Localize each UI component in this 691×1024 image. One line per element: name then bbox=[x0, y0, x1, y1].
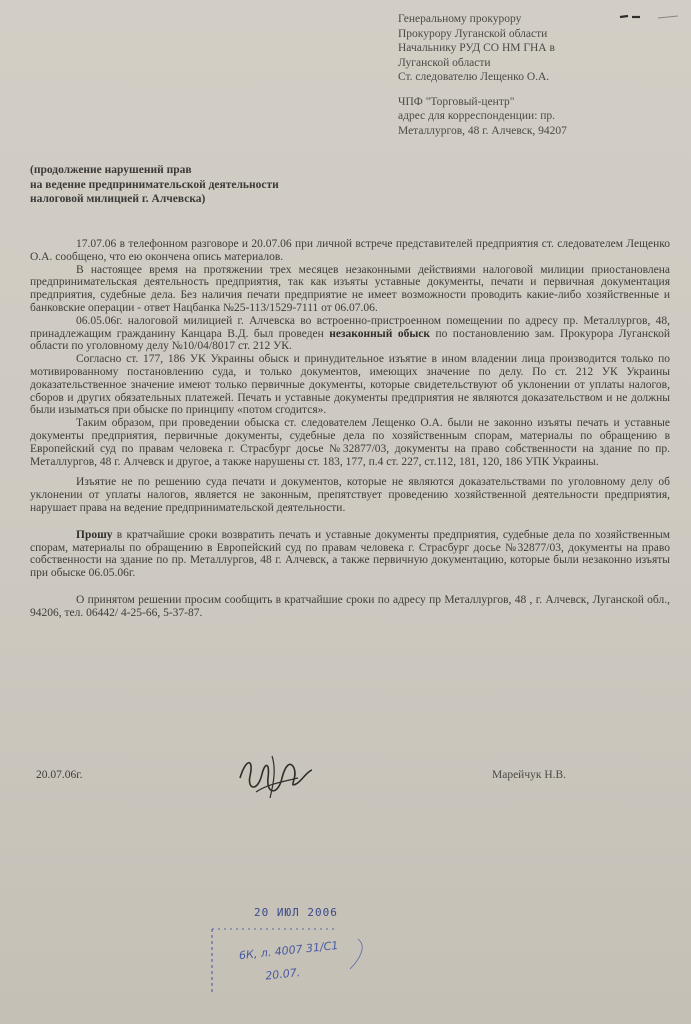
paragraph-text: в кратчайшие сроки возвратить печать и уставные документы предприятия, судебные дела по хозяйственным спорам, материалы по обращению в Европейский суд по правам человека г. Страсбург досье №32877/03, документы на право собственности на здание по пр. Металлургов, 48 г. Алчевск, а также первичную документацию, которые были незаконно изъяты при обыске 06.05.06г. bbox=[30, 528, 670, 580]
stamp-date: 20 ИЮЛ 2006 bbox=[254, 906, 338, 919]
addressee-line: Генеральному прокурору bbox=[398, 13, 522, 25]
addressee-block bbox=[398, 12, 683, 138]
sender-line: Металлургов, 48 г. Алчевск, 94207 bbox=[398, 124, 567, 137]
request-paragraph bbox=[30, 529, 670, 580]
sender-line: адрес для корреспонденции: пр. bbox=[398, 110, 556, 122]
paragraph bbox=[30, 315, 670, 353]
addressee-line: Ст. следователю Лещенко О.А. bbox=[398, 71, 550, 83]
emphasis-text: Прошу bbox=[76, 528, 113, 541]
addressee-line: Начальнику РУД СО НМ ГНА в bbox=[398, 42, 555, 54]
note-line: 20.07. bbox=[264, 966, 301, 983]
addressee-line: Прокурору Луганской области bbox=[398, 27, 548, 40]
letter-date: 20.07.06г. bbox=[36, 769, 83, 781]
paragraph: Таким образом, при проведении обыска ст. следователем Лещенко О.А. были не законно изъяты печать и уставные документы предприятия, первичные документы, судебные дела по хозяйственным спорам, материалы по обращению в Европейский суд по правам человека г. Страсбург досье №32877/03, документы на право собственности на здание по пр. Металлургов, 48 г. Алчевск и другое, а также нарушены ст. 183, 177, п.4 ст. 227, ст.112, 181, 120, 186 УПК Украины. bbox=[30, 417, 670, 468]
sender-line: ЧПФ "Торговый-центр" bbox=[398, 95, 515, 108]
paragraph: В настоящее время на протяжении трех месяцев незаконными действиями налоговой милиции приостановлена предпринимательская деятельность предприятия, так как изъяты уставные документы, печати и первичная документация предприятия, судебные дела. Без наличия печати предприятие не имеет возможности проводить какие-либо хозяйственные и банковские операции - ответ Нацбанка №25-113/1529-7111 от 06.07.06. bbox=[30, 263, 670, 314]
subject-line: налоговой милицией г. Алчевска) bbox=[30, 193, 206, 205]
signer-name: Марейчук Н.В. bbox=[492, 769, 567, 781]
paragraph: Изъятие не по решению суда печати и документов, которые не являются доказательствами по уголовному делу об уклонении от уплаты налогов, является не законным, препятствует проведению хозяйственной деятельности предприятия, нарушает права на ведение предпринимательской деятельности. bbox=[30, 476, 670, 514]
emphasis-text: незаконный обыск bbox=[329, 327, 431, 340]
paragraph-text: по постановлению зам. Прокурора Луганской области по уголовному делу №10/04/8017 ст. 212 УК. bbox=[30, 327, 670, 353]
subject-line: на ведение предпринимательской деятельности bbox=[30, 178, 279, 191]
paragraph: Согласно ст. 177, 186 УК Украины обыск и принудительное изъятие в ином владении лица производится только по мотивированному постановлению суда, и только документов, имеющих значение по делу. По ст. 212 УК Украины доказательственное значение имеют только первичные документы, которые свидетельствуют об уклонении от уплаты налогов, сборов и других обязательных платежей. Печать и уставные документы предприятия не являются доказательством и не должны были изыматься при обыске по принципу «потом сгодится». bbox=[30, 353, 670, 417]
paragraph-text: 06.05.06г. налоговой милицией г. Алчевска во встроенно-пристроенном помещении по адресу пр. Металлургов, 48, принадлежащим гражданину Канцара В.Д. был проведен bbox=[30, 314, 670, 340]
paragraph: О принятом решении просим сообщить в кратчайшие сроки по адресу пр Металлургов, 48 , г. Алчевск, Луганской обл., 94206, тел. 06442/ 4-25-66, 5-37-87. bbox=[30, 593, 670, 619]
addressee-line: Луганской области bbox=[398, 56, 491, 69]
letter-body bbox=[30, 238, 670, 620]
signature bbox=[232, 748, 322, 809]
note-line: 6К, л. 4007 31/С1 bbox=[238, 938, 339, 963]
subject-line: (продолжение нарушений прав bbox=[30, 164, 192, 176]
signature-icon bbox=[232, 748, 322, 804]
subject-block bbox=[30, 163, 430, 207]
paragraph: 17.07.06 в телефонном разговоре и 20.07.06 при личной встрече представителей предприятия ст. следователем Лещенко О.А. сообщено, что ею окончена опись материалов. bbox=[30, 238, 670, 263]
